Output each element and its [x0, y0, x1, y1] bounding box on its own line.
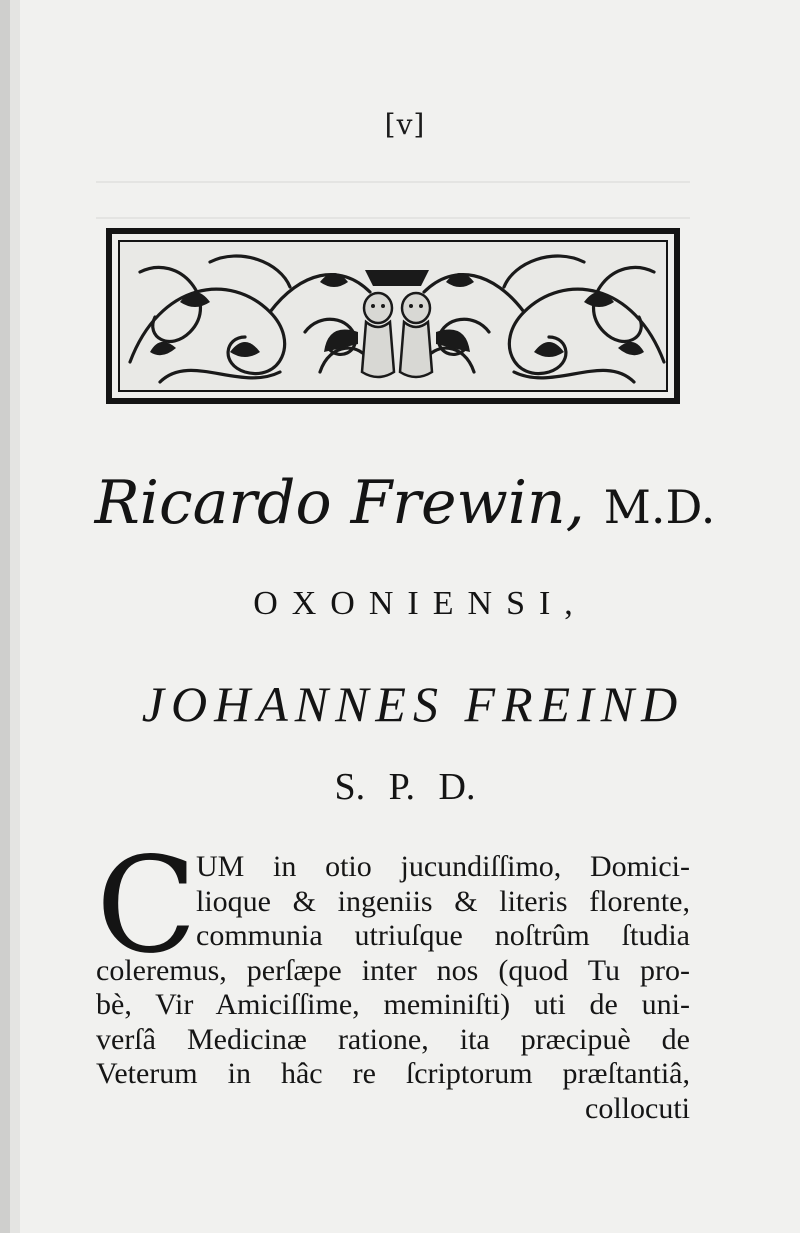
- body-line: communia utriuſque noſtrûm ſtudia: [196, 919, 690, 952]
- author-line: JOHANNES FREIND: [141, 676, 685, 732]
- headpiece-frame: [118, 240, 668, 392]
- greeting-line: S. P. D.: [334, 766, 476, 808]
- page-number: [v]: [384, 108, 426, 141]
- body-line: coleremus, perſæpe inter nos (quod Tu pro-: [96, 953, 690, 987]
- dedicatee-line: [10, 468, 800, 538]
- body-line: Veterum in hâc re ſcriptorum præſtantiâ,: [96, 1057, 690, 1090]
- body-line: lioque & ingeniis & literis florente,: [196, 884, 690, 918]
- body-line: verſâ Medicinæ ratione, ita præcipuè de: [96, 1022, 690, 1056]
- foliage-ornament-icon: [120, 242, 668, 392]
- ornamental-headpiece: [106, 228, 680, 404]
- drop-cap-initial: C: [96, 829, 197, 983]
- dedicatee-suffix: M.D.: [603, 480, 716, 534]
- body-line: bè, Vir Amiciſſime, meminiſti) uti de uni-: [96, 988, 690, 1021]
- catchword: collocuti: [585, 1091, 690, 1125]
- show-through: [96, 146, 690, 219]
- university-line: OXONIENSI,: [253, 585, 587, 622]
- dedicatee-name: Ricardo Frewin,: [94, 468, 585, 538]
- body-line: UM in otio jucundiſſimo, Domici-: [196, 850, 690, 883]
- letter-body: [96, 829, 690, 1126]
- book-page: [10, 0, 800, 1233]
